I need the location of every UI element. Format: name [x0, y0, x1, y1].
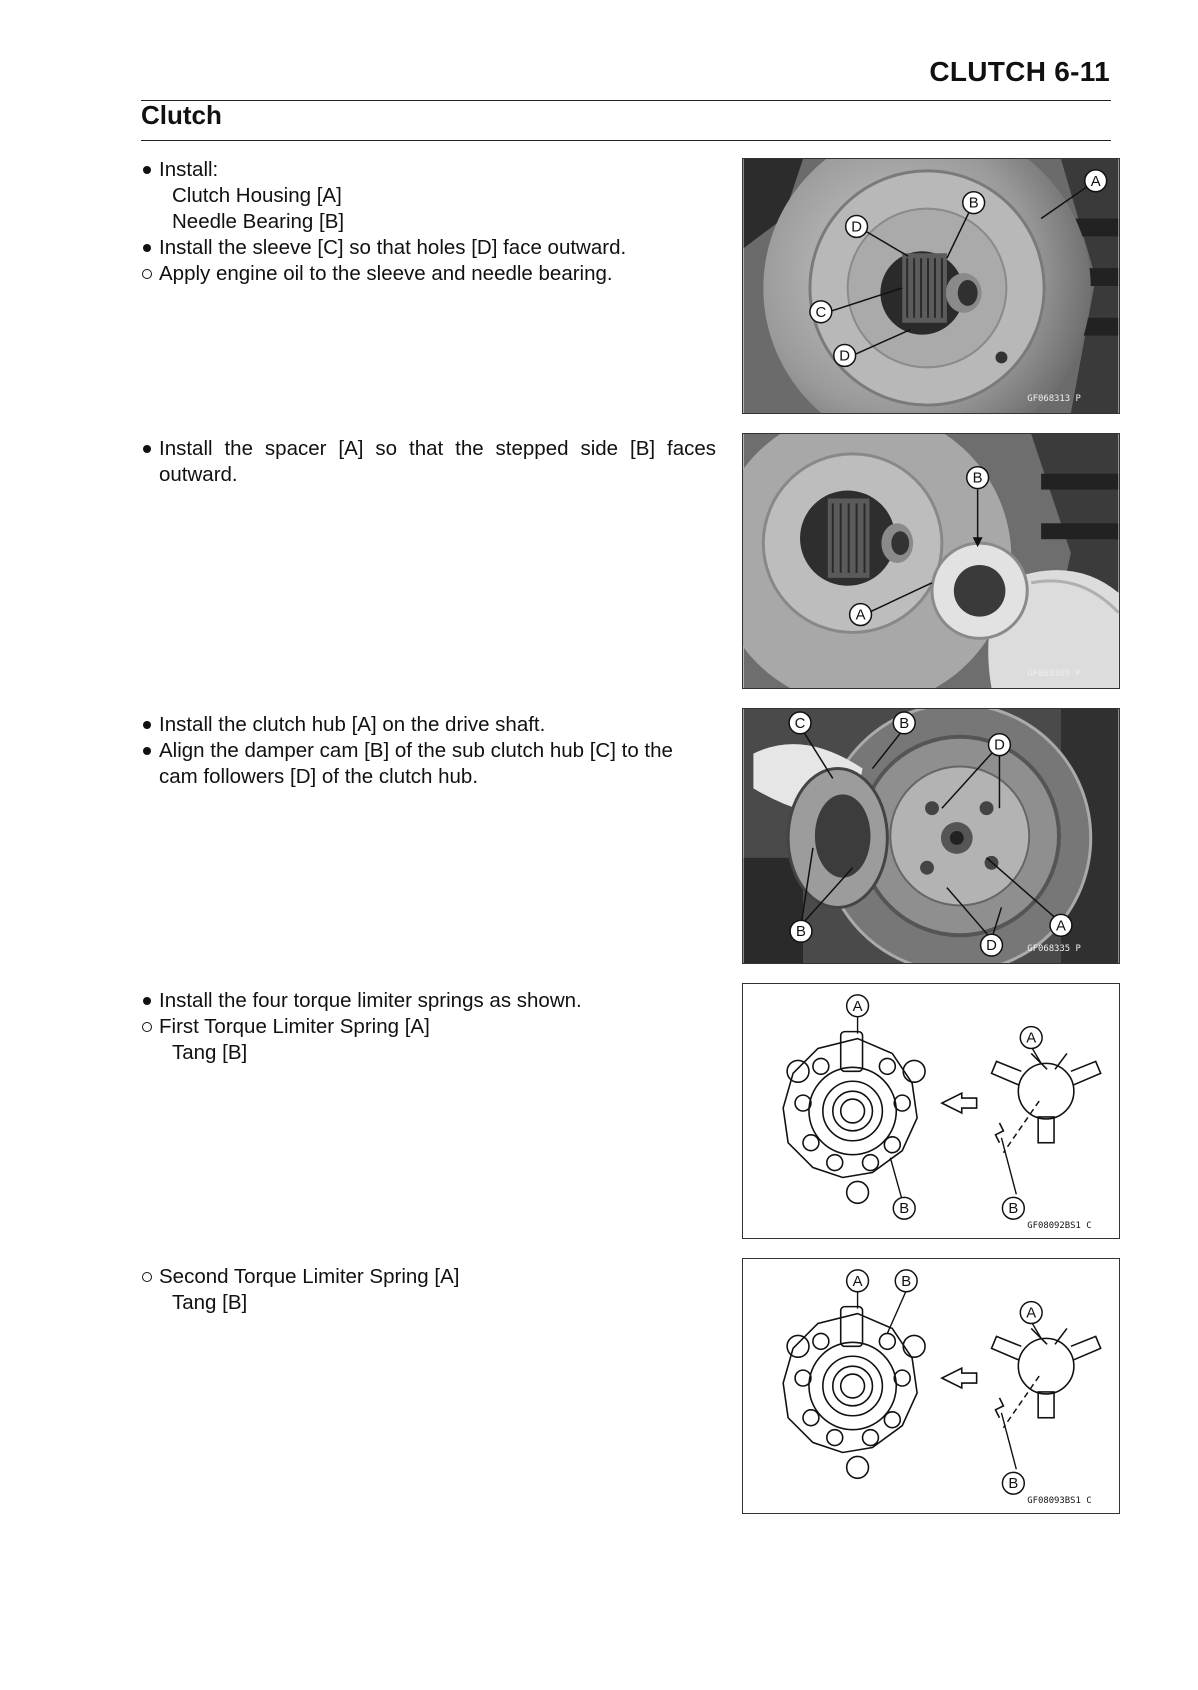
header-rule [141, 100, 1111, 101]
figure-3-callout-d-top: D [994, 737, 1005, 754]
figure-3-callout-a: A [1056, 918, 1066, 935]
step-1-line-1: Install: [141, 157, 716, 183]
figure-clutch-hub-photo [742, 708, 1120, 964]
figure-3-callout-b-bottom: B [796, 924, 806, 941]
figure-clutch-housing-photo [742, 158, 1120, 414]
figure-4-code: GF08092BS1 C [1027, 1221, 1092, 1232]
figure-4-callout-b-right: B [1008, 1201, 1019, 1218]
figure-1-callout-c: C [815, 304, 827, 321]
figure-5-callout-a-right: A [1026, 1305, 1037, 1322]
step-3 [141, 712, 716, 790]
figure-1-callout-d-bottom: D [839, 348, 851, 365]
step-3-line-3: cam followers [D] of the clutch hub. [159, 765, 479, 788]
figure-4-callout-b-left: B [899, 1201, 910, 1218]
section-title: Clutch [141, 100, 222, 130]
figure-5-callout-b-right: B [1008, 1476, 1019, 1493]
step-3-line-2: Align the damper cam [B] of the sub clutch hub [C] to the [141, 738, 716, 764]
figure-1-callout-b: B [968, 195, 979, 212]
step-1-line-2: Clutch Housing [A] [172, 184, 342, 207]
figure-3-callout-b-top: B [899, 715, 910, 732]
step-4 [141, 988, 716, 1066]
figure-3-callout-c: C [794, 715, 806, 732]
figure-2-callout-b: B [972, 470, 983, 487]
step-2-line-2: outward. [159, 463, 238, 486]
figure-5-callout-b-left: B [901, 1273, 912, 1290]
figure-1-code: GF068313 P [1027, 394, 1081, 405]
step-2-line-1: Install the spacer [A] so that the stepped side [B] faces [141, 436, 716, 462]
page-label: CLUTCH 6-11 [929, 56, 1110, 87]
step-1 [141, 157, 716, 287]
step-3-line-1: Install the clutch hub [A] on the drive shaft. [141, 712, 716, 738]
figure-2-callout-a: A [855, 607, 866, 624]
figure-3-callout-d-bottom: D [986, 938, 997, 955]
figure-1-callout-a: A [1090, 173, 1101, 190]
step-1-line-5: Apply engine oil to the sleeve and needle bearing. [141, 261, 716, 287]
figure-2-code: GF068309 P [1027, 669, 1081, 680]
step-5-line-2: Tang [B] [172, 1291, 248, 1314]
figure-5-code: GF08093BS1 C [1027, 1496, 1092, 1507]
figure-4-callout-a-left: A [852, 998, 863, 1015]
figure-second-spring-diagram [742, 1258, 1120, 1514]
step-1-line-4: Install the sleeve [C] so that holes [D] face outward. [141, 235, 716, 261]
step-4-line-3: Tang [B] [172, 1041, 248, 1064]
figure-3-code: GF068335 P [1027, 944, 1081, 955]
step-5-line-1: Second Torque Limiter Spring [A] [141, 1264, 716, 1290]
step-4-line-2: First Torque Limiter Spring [A] [141, 1014, 716, 1040]
step-2 [141, 436, 716, 488]
step-4-line-1: Install the four torque limiter springs as shown. [141, 988, 716, 1014]
figure-first-spring-diagram [742, 983, 1120, 1239]
figure-5-callout-a-left: A [852, 1273, 863, 1290]
figure-spacer-photo [742, 433, 1120, 689]
figure-4-callout-a-right: A [1026, 1030, 1037, 1047]
step-5 [141, 1264, 716, 1316]
section-rule [141, 140, 1111, 141]
step-1-line-3: Needle Bearing [B] [172, 210, 345, 233]
figure-1-callout-d-top: D [851, 219, 862, 236]
